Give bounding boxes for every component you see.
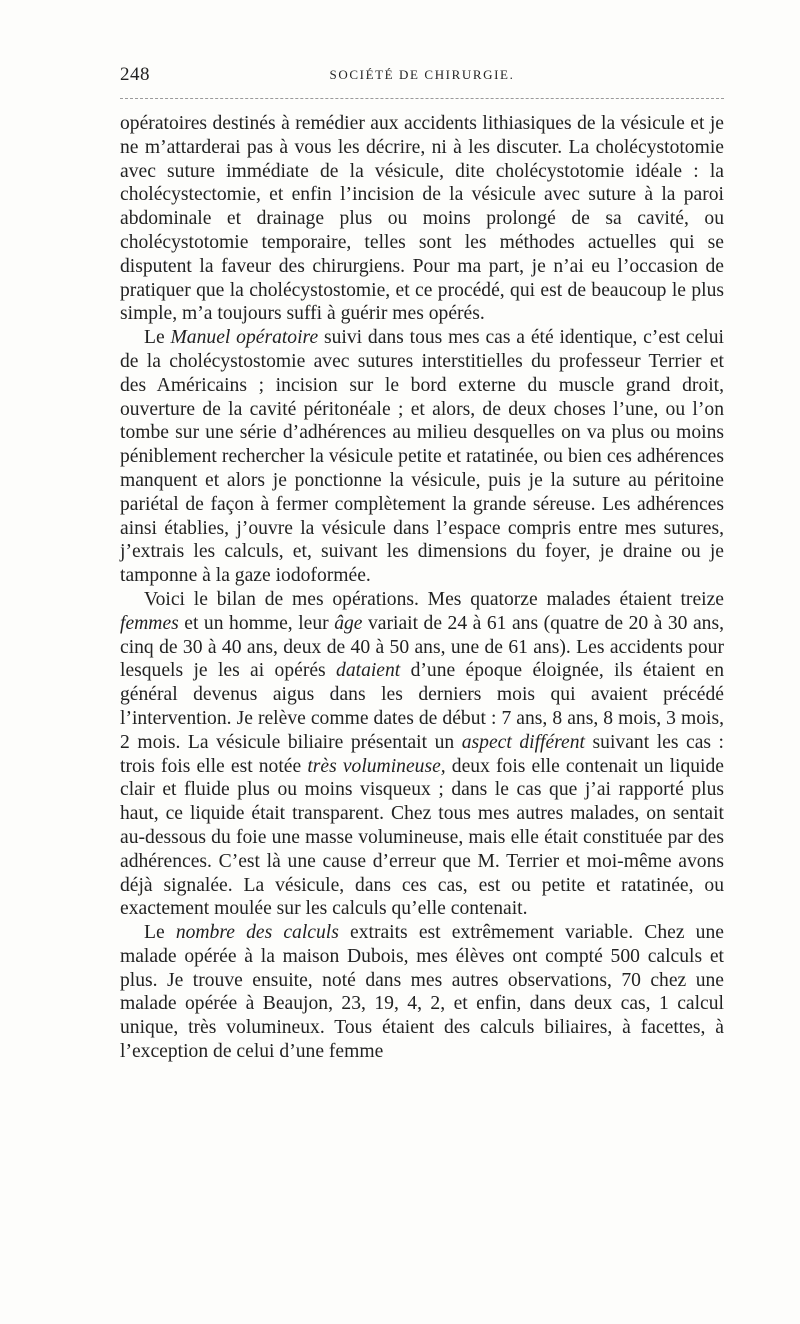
page-number: 248 xyxy=(120,64,150,85)
text-run: suivant les cas : trois fois elle est notée xyxy=(120,731,725,777)
paragraph xyxy=(120,921,724,1064)
italic-text: âge xyxy=(334,612,363,634)
text-run: Voici le bilan de mes opérations. Mes quatorze malades étaient treize xyxy=(144,588,724,610)
text-run: variait de 24 à 61 ans (quatre de 20 à 30 ans, cinq de 30 à 40 ans, deux de 40 à 50 ans, une de 61 ans). Les accidents pour lesquels je les ai opérés xyxy=(120,612,725,682)
text-run: deux fois elle contenait un liquide clair et fluide plus ou moins visqueux ; dans le cas que j’ai rapporté plus haut, ce liquide était transparent. Chez tous mes autres malades, on sentait au-dessous du foie une masse volumineuse, mais elle était constituée par des adhérences. C’est là une cause d’erreur que M. Terrier et moi-même avons déjà signalée. La vésicule, dans ces cas, est ou petite et ratatinée, ou exactement moulée sur les calculs qu’elle contenait. xyxy=(120,755,724,920)
italic-text: Manuel opératoire xyxy=(170,327,319,349)
text-run: suivi dans tous mes cas a été identique, c’est celui de la cholécystostomie avec sutures interstitielles du professeur Terrier et des Américains ; incision sur le bord externe du muscle grand droit, ouverture de la cavité péritonéale ; et alors, de deux choses l’une, ou l’on tombe sur une série d’adhérences au milieu desquelles on va plus ou moins péniblement rechercher la vésicule petite et ratatinée, ou bien ces adhérences manquent et alors je ponctionne la vésicule, puis je la suture au péritoine pariétal de façon à fermer complètement la grande séreuse. Les adhérences ainsi établies, j’ouvre la vésicule dans l’espace compris entre mes sutures, j’extrais les calculs, et, suivant les dimensions du foyer, je draine ou je tamponne à la gaze iodoformée. xyxy=(120,327,724,587)
running-title: SOCIÉTÉ DE CHIRURGIE. xyxy=(329,67,515,82)
italic-text: très volumineuse, xyxy=(307,755,446,777)
paragraph xyxy=(120,326,724,588)
text-run: extraits est extrêmement variable. Chez une malade opérée à la maison Dubois, mes élèves ont compté 500 calculs et plus. Je trouve ensuite, noté dans mes autres observations, 70 chez une malade opérée à Beaujon, 23, 19, 4, 2, et enfin, dans deux cas, 1 calcul unique, très volumineux. Tous étaient des calculs biliaires, à facettes, à l’exception de celui d’une femme xyxy=(120,922,724,1063)
italic-text: nombre des calculs xyxy=(175,922,339,944)
body-text xyxy=(120,112,724,1064)
italic-text: dataient xyxy=(336,660,401,682)
paragraph xyxy=(120,588,724,921)
text-run: opératoires destinés à remédier aux accidents lithiasiques de la vésicule et je ne m’attarderai pas à vous les décrire, ni à les discuter. La cholécystotomie avec suture immédiate de la vésicule, dite cholécystotomie idéale : la cholécystectomie, et enfin l’incision de la vésicule avec suture à la paroi abdominale et drainage plus ou moins prolongé de sa cavité, ou cholécystotomie temporaire, telles sont les méthodes actuelles qui se disputent la faveur des chirurgiens. Pour ma part, je n’ai eu l’occasion de pratiquer que la cholécystostomie, et ce procédé, qui est de beaucoup le plus simple, m’a toujours suffi à guérir mes opérés. xyxy=(120,113,724,325)
text-run: Le xyxy=(144,922,176,944)
italic-text: aspect différent xyxy=(461,731,585,753)
italic-text: femmes xyxy=(120,612,179,634)
text-run: et un homme, leur xyxy=(178,612,335,634)
header-rule xyxy=(120,98,724,99)
paragraph xyxy=(120,112,724,326)
text-run: Le xyxy=(144,327,171,349)
text-run: d’une époque éloignée, ils étaient en général devenus aigus dans les derniers mois qui avaient précédé l’intervention. Je relève comme dates de début : 7 ans, 8 ans, 8 mois, 3 mois, 2 mois. La vésicule biliaire présentait un xyxy=(120,660,724,753)
running-head xyxy=(120,58,724,88)
